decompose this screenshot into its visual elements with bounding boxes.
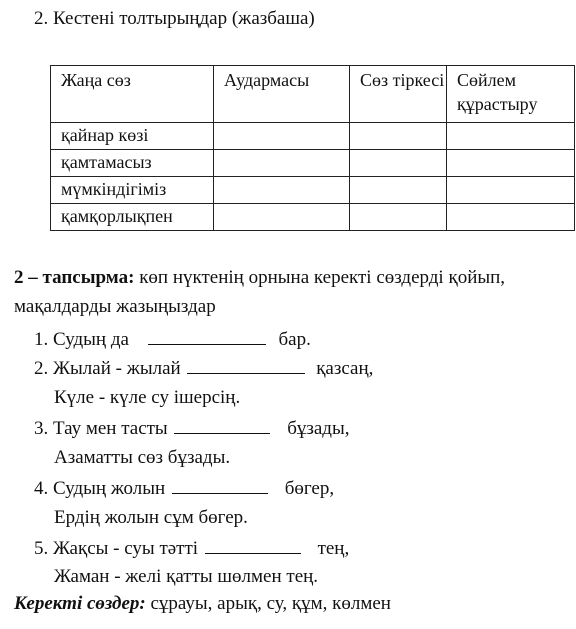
header-phrase: Сөз тіркесі [350, 66, 447, 123]
table-cell-empty [447, 177, 575, 204]
proverb-item-2 [34, 357, 373, 380]
item-text-after: бар. [278, 329, 311, 350]
fill-blank[interactable] [187, 357, 305, 374]
header-sentence: Сөйлем құрастыру [447, 66, 575, 123]
task2-title [14, 267, 505, 289]
proverb-item-4 [34, 477, 334, 500]
item-number: 2. [34, 358, 49, 379]
item-number: 4. [34, 478, 49, 499]
table-cell-empty [214, 150, 350, 177]
task1-heading: 2. Кестені толтырыңдар (жазбаша) [34, 8, 315, 29]
item-text-before: Тау мен тасты [53, 418, 168, 439]
table-row [51, 150, 575, 177]
table-cell-empty [350, 150, 447, 177]
task2-title-rest: көп нүктенің орнына керекті сөздерді қойып, [134, 267, 506, 288]
header-new-word: Жаңа сөз [51, 66, 214, 123]
table-row [51, 204, 575, 231]
table-row [51, 177, 575, 204]
item-text-after: тең, [317, 538, 350, 559]
table-row [51, 123, 575, 150]
table-cell-empty [447, 150, 575, 177]
proverb-item-1 [34, 328, 311, 351]
proverb-item-5-line2: Жаман - желі қатты шөлмен тең. [54, 566, 319, 587]
table-cell-empty [214, 204, 350, 231]
item-text-before: Судың жолын [53, 478, 166, 499]
item-number: 5. [34, 538, 49, 559]
header-translation: Аудармасы [214, 66, 350, 123]
table-cell-empty [214, 123, 350, 150]
keywords-line [14, 593, 391, 615]
table-cell-word: қамқорлықпен [51, 204, 214, 231]
item-number: 3. [34, 418, 49, 439]
task2-title-bold: 2 – тапсырма: [14, 267, 135, 288]
table-cell-empty [447, 204, 575, 231]
item-text-after: бұзады, [287, 418, 350, 439]
task2-subtitle: мақалдарды жазыңыздар [14, 296, 216, 317]
item-text-after: бөгер, [284, 478, 335, 499]
table-cell-empty [214, 177, 350, 204]
keywords-label: Керекті сөздер: [14, 593, 146, 614]
fill-blank[interactable] [148, 328, 266, 345]
table-cell-word: қайнар көзі [51, 123, 214, 150]
table-cell-word: қамтамасыз [51, 150, 214, 177]
table-cell-empty [350, 204, 447, 231]
item-text-before: Жылай - жылай [53, 358, 181, 379]
fill-blank[interactable] [174, 417, 270, 434]
item-text-before: Жақсы - суы тәтті [53, 538, 199, 559]
proverb-item-2-line2: Күле - күле су ішерсің. [54, 387, 241, 408]
fill-blank[interactable] [172, 477, 268, 494]
item-text-before: Судың да [53, 329, 129, 350]
keywords-list: сұрауы, арық, су, құм, көлмен [150, 593, 391, 614]
table-cell-word: мүмкіндігіміз [51, 177, 214, 204]
item-number: 1. [34, 329, 49, 350]
table-cell-empty [350, 123, 447, 150]
proverb-item-3-line2: Азаматты сөз бұзады. [54, 447, 231, 468]
proverb-item-3 [34, 417, 350, 440]
proverb-item-4-line2: Ердің жолын сұм бөгер. [54, 507, 248, 528]
proverb-item-5 [34, 537, 349, 560]
table-header-row [51, 66, 575, 123]
vocab-table [50, 65, 575, 231]
fill-blank[interactable] [205, 537, 301, 554]
item-text-after: қазсаң, [316, 358, 374, 379]
table-cell-empty [447, 123, 575, 150]
table-cell-empty [350, 177, 447, 204]
